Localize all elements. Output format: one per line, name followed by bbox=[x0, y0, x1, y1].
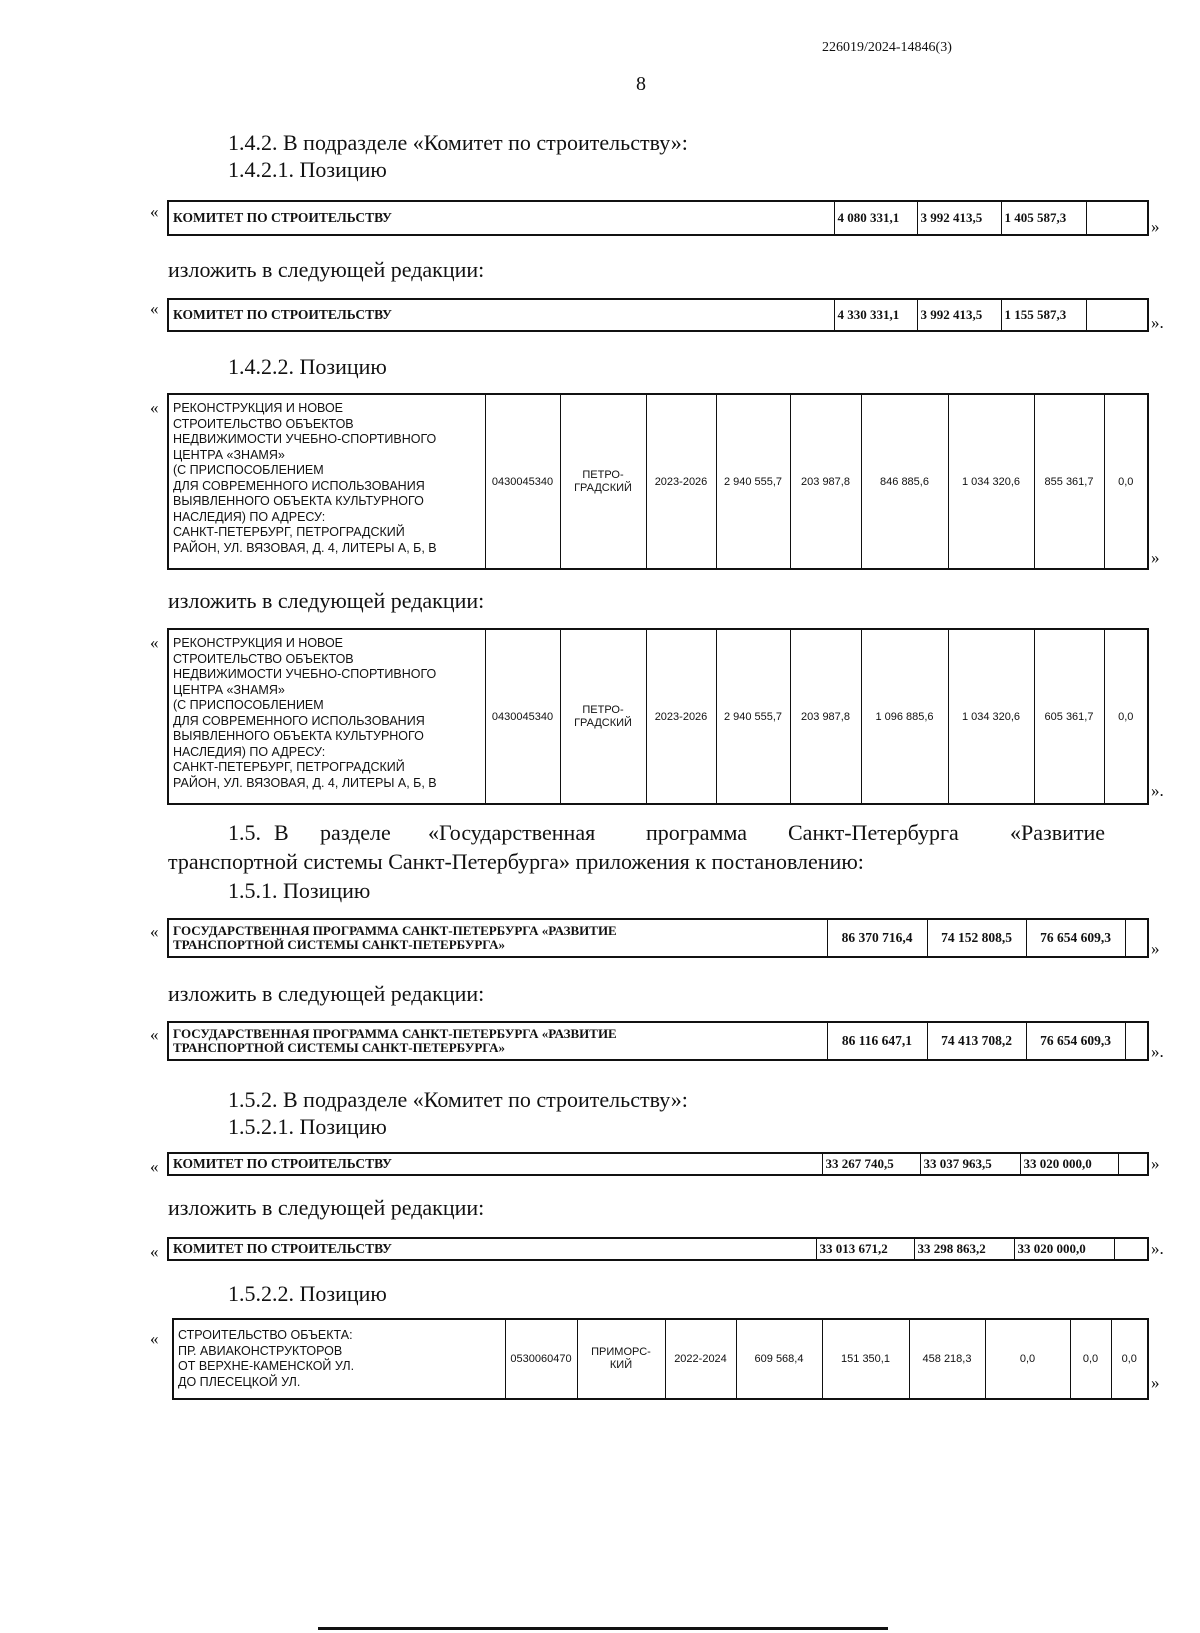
value-cell: 0,0 bbox=[985, 1319, 1070, 1399]
row-name-line: ТРАНСПОРТНОЙ СИСТЕМЫ САНКТ-ПЕТЕРБУРГА» bbox=[173, 937, 506, 952]
value-cell: 74 152 808,5 bbox=[927, 919, 1026, 957]
value-cell: 846 885,6 bbox=[861, 394, 948, 569]
object-name bbox=[168, 629, 485, 804]
object-name-line: ПР. АВИАКОНСТРУКТОРОВ bbox=[178, 1343, 343, 1358]
object-name-line: ВЫЯВЛЕННОГО ОБЪЕКТА КУЛЬТУРНОГО bbox=[173, 494, 424, 508]
value-cell: 0,0 bbox=[1104, 629, 1148, 804]
row-name-line: ГОСУДАРСТВЕННАЯ ПРОГРАММА САНКТ-ПЕТЕРБУРГА «РАЗВИТИЕ bbox=[173, 1026, 617, 1041]
value-cell: 3 992 413,5 bbox=[917, 299, 1001, 331]
table-znamya-new bbox=[167, 628, 1149, 805]
paragraph-1-5-1: 1.5.1. Позицию bbox=[228, 878, 371, 903]
value-cell: 4 330 331,1 bbox=[834, 299, 917, 331]
value-cell: 33 037 963,5 bbox=[920, 1153, 1020, 1175]
quote-open: « bbox=[150, 1329, 159, 1348]
row-name: КОМИТЕТ ПО СТРОИТЕЛЬСТВУ bbox=[168, 1238, 816, 1260]
quote-close: ». bbox=[1151, 781, 1164, 800]
value-cell: 74 413 708,2 bbox=[927, 1022, 1026, 1060]
value-cell: 33 020 000,0 bbox=[1020, 1153, 1118, 1175]
paragraph-1-4-2-1: 1.4.2.1. Позицию bbox=[228, 157, 387, 182]
quote-close: » bbox=[1151, 939, 1160, 958]
district-cell bbox=[577, 1319, 665, 1399]
quote-close: » bbox=[1151, 1154, 1160, 1173]
paragraph-1-5-line2: транспортной системы Санкт-Петербурга» приложения к постановлению: bbox=[168, 849, 864, 874]
quote-close: ». bbox=[1151, 1239, 1164, 1258]
word: «Развитие bbox=[1010, 820, 1106, 845]
value-cell: 0,0 bbox=[1111, 1319, 1148, 1399]
bottom-scan-line bbox=[318, 1627, 888, 1630]
quote-close: » bbox=[1151, 217, 1160, 236]
object-name-line: ДЛЯ СОВРЕМЕННОГО ИСПОЛЬЗОВАНИЯ bbox=[173, 478, 425, 493]
value-cell: 1 405 587,3 bbox=[1001, 201, 1086, 235]
district-line: ПЕТРО- bbox=[582, 468, 624, 481]
object-name-line: САНКТ-ПЕТЕРБУРГ, ПЕТРОГРАДСКИЙ bbox=[173, 525, 405, 539]
row-name-line: ТРАНСПОРТНОЙ СИСТЕМЫ САНКТ-ПЕТЕРБУРГА» bbox=[173, 1040, 506, 1055]
table-gp-old bbox=[167, 918, 1149, 958]
object-name-line: ДО ПЛЕСЕЦКОЙ УЛ. bbox=[178, 1374, 301, 1389]
value-cell bbox=[1114, 1238, 1148, 1260]
code-cell: 0430045340 bbox=[485, 629, 560, 804]
object-name bbox=[173, 1319, 505, 1399]
object-name-line: РЕКОНСТРУКЦИЯ И НОВОЕ bbox=[173, 636, 344, 650]
district-cell bbox=[560, 629, 646, 804]
quote-open: « bbox=[150, 922, 159, 941]
quote-open: « bbox=[150, 1242, 159, 1261]
value-cell bbox=[1125, 919, 1148, 957]
total-cell: 609 568,4 bbox=[736, 1319, 822, 1399]
value-cell: 33 298 863,2 bbox=[914, 1238, 1014, 1260]
object-name-line: СТРОИТЕЛЬСТВО ОБЪЕКТОВ bbox=[173, 416, 354, 431]
value-cell: 33 013 671,2 bbox=[816, 1238, 914, 1260]
value-cell: 33 020 000,0 bbox=[1014, 1238, 1114, 1260]
value-cell: 203 987,8 bbox=[790, 629, 861, 804]
value-cell: 203 987,8 bbox=[790, 394, 861, 569]
object-name-line: ОТ ВЕРХНЕ-КАМЕНСКОЙ УЛ. bbox=[178, 1359, 355, 1373]
word: В bbox=[274, 820, 289, 845]
object-name-line: РАЙОН, УЛ. ВЯЗОВАЯ, Д. 4, ЛИТЕРЫ А, Б, В bbox=[173, 775, 437, 790]
object-name-line: ЦЕНТРА «ЗНАМЯ» bbox=[173, 682, 285, 697]
district-line: КИЙ bbox=[609, 1359, 633, 1371]
value-cell: 0,0 bbox=[1070, 1319, 1111, 1399]
table-znamya-old bbox=[167, 393, 1149, 570]
quote-open: « bbox=[150, 202, 159, 221]
value-cell: 76 654 609,3 bbox=[1026, 1022, 1125, 1060]
table-avia-old bbox=[172, 1318, 1149, 1400]
value-cell: 1 155 587,3 bbox=[1001, 299, 1086, 331]
value-cell: 151 350,1 bbox=[822, 1319, 909, 1399]
paragraph-1-5-2-2: 1.5.2.2. Позицию bbox=[228, 1281, 387, 1306]
table-kts2-old bbox=[167, 1152, 1149, 1176]
object-name-line: САНКТ-ПЕТЕРБУРГ, ПЕТРОГРАДСКИЙ bbox=[173, 760, 405, 774]
value-cell: 3 992 413,5 bbox=[917, 201, 1001, 235]
quote-open: « bbox=[150, 1025, 159, 1044]
object-name-line: (С ПРИСПОСОБЛЕНИЕМ bbox=[173, 698, 324, 712]
word: программа bbox=[646, 820, 748, 845]
value-cell bbox=[1086, 299, 1148, 331]
table-kts2-new bbox=[167, 1237, 1149, 1261]
total-cell: 2 940 555,7 bbox=[716, 394, 790, 569]
object-name bbox=[168, 394, 485, 569]
paragraph-izlozhit: изложить в следующей редакции: bbox=[168, 1195, 485, 1220]
years-cell: 2023-2026 bbox=[646, 629, 716, 804]
code-cell: 0530060470 bbox=[505, 1319, 577, 1399]
value-cell: 4 080 331,1 bbox=[834, 201, 917, 235]
object-name-line: РАЙОН, УЛ. ВЯЗОВАЯ, Д. 4, ЛИТЕРЫ А, Б, В bbox=[173, 540, 437, 555]
district-cell bbox=[560, 394, 646, 569]
quote-close: » bbox=[1151, 548, 1160, 567]
value-cell bbox=[1086, 201, 1148, 235]
word: 1.5. bbox=[228, 820, 261, 845]
object-name-line: НАСЛЕДИЯ) ПО АДРЕСУ: bbox=[173, 509, 326, 524]
table-kts-old bbox=[167, 200, 1149, 236]
quote-open: « bbox=[150, 633, 159, 652]
page-number: 8 bbox=[636, 73, 646, 95]
value-cell: 33 267 740,5 bbox=[822, 1153, 920, 1175]
value-cell: 1 034 320,6 bbox=[948, 394, 1034, 569]
paragraph-izlozhit: изложить в следующей редакции: bbox=[168, 588, 485, 613]
value-cell bbox=[1118, 1153, 1148, 1175]
quote-close: ». bbox=[1151, 1042, 1164, 1061]
value-cell: 605 361,7 bbox=[1034, 629, 1104, 804]
object-name-line: РЕКОНСТРУКЦИЯ И НОВОЕ bbox=[173, 401, 344, 415]
object-name-line: СТРОИТЕЛЬСТВО ОБЪЕКТА: bbox=[178, 1328, 353, 1342]
word: «Государственная bbox=[428, 820, 596, 845]
years-cell: 2023-2026 bbox=[646, 394, 716, 569]
word: Санкт-Петербурга bbox=[788, 820, 959, 845]
paragraph-1-4-2-2: 1.4.2.2. Позицию bbox=[228, 354, 387, 379]
value-cell: 458 218,3 bbox=[909, 1319, 985, 1399]
row-name bbox=[168, 1022, 827, 1060]
total-cell: 2 940 555,7 bbox=[716, 629, 790, 804]
document-number: 226019/2024-14846(3) bbox=[822, 40, 952, 55]
quote-open: « bbox=[150, 398, 159, 417]
object-name-line: НЕДВИЖИМОСТИ УЧЕБНО-СПОРТИВНОГО bbox=[173, 432, 437, 446]
code-cell: 0430045340 bbox=[485, 394, 560, 569]
district-line: ПРИМОРС- bbox=[591, 1346, 651, 1358]
value-cell: 855 361,7 bbox=[1034, 394, 1104, 569]
object-name-line: НАСЛЕДИЯ) ПО АДРЕСУ: bbox=[173, 744, 326, 759]
quote-close: » bbox=[1151, 1373, 1160, 1392]
value-cell: 0,0 bbox=[1104, 394, 1148, 569]
value-cell: 1 034 320,6 bbox=[948, 629, 1034, 804]
object-name-line: ЦЕНТРА «ЗНАМЯ» bbox=[173, 447, 285, 462]
word: разделе bbox=[320, 820, 391, 845]
object-name-line: СТРОИТЕЛЬСТВО ОБЪЕКТОВ bbox=[173, 651, 354, 666]
value-cell: 86 370 716,4 bbox=[827, 919, 927, 957]
quote-open: « bbox=[150, 1157, 159, 1176]
district-line: ГРАДСКИЙ bbox=[574, 716, 632, 729]
paragraph-1-5-2-1: 1.5.2.1. Позицию bbox=[228, 1114, 387, 1139]
object-name-line: ДЛЯ СОВРЕМЕННОГО ИСПОЛЬЗОВАНИЯ bbox=[173, 713, 425, 728]
paragraph-izlozhit: изложить в следующей редакции: bbox=[168, 257, 485, 282]
paragraph-izlozhit: изложить в следующей редакции: bbox=[168, 981, 485, 1006]
object-name-line: НЕДВИЖИМОСТИ УЧЕБНО-СПОРТИВНОГО bbox=[173, 667, 437, 681]
paragraph-1-4-2: 1.4.2. В подразделе «Комитет по строительству»: bbox=[228, 130, 688, 155]
row-name bbox=[168, 919, 827, 957]
row-name: КОМИТЕТ ПО СТРОИТЕЛЬСТВУ bbox=[168, 201, 834, 235]
row-name: КОМИТЕТ ПО СТРОИТЕЛЬСТВУ bbox=[168, 1153, 822, 1175]
value-cell: 76 654 609,3 bbox=[1026, 919, 1125, 957]
value-cell bbox=[1125, 1022, 1148, 1060]
quote-close: ». bbox=[1151, 313, 1164, 332]
years-cell: 2022-2024 bbox=[665, 1319, 736, 1399]
object-name-line: ВЫЯВЛЕННОГО ОБЪЕКТА КУЛЬТУРНОГО bbox=[173, 729, 424, 743]
object-name-line: (С ПРИСПОСОБЛЕНИЕМ bbox=[173, 463, 324, 477]
table-kts-new bbox=[167, 298, 1149, 332]
table-gp-new bbox=[167, 1021, 1149, 1061]
district-line: ПЕТРО- bbox=[582, 703, 624, 716]
row-name: КОМИТЕТ ПО СТРОИТЕЛЬСТВУ bbox=[168, 299, 834, 331]
paragraph-1-5-2: 1.5.2. В подразделе «Комитет по строительству»: bbox=[228, 1087, 688, 1112]
district-line: ГРАДСКИЙ bbox=[574, 481, 632, 494]
row-name-line: ГОСУДАРСТВЕННАЯ ПРОГРАММА САНКТ-ПЕТЕРБУРГА «РАЗВИТИЕ bbox=[173, 923, 617, 938]
quote-open: « bbox=[150, 299, 159, 318]
value-cell: 1 096 885,6 bbox=[861, 629, 948, 804]
value-cell: 86 116 647,1 bbox=[827, 1022, 927, 1060]
